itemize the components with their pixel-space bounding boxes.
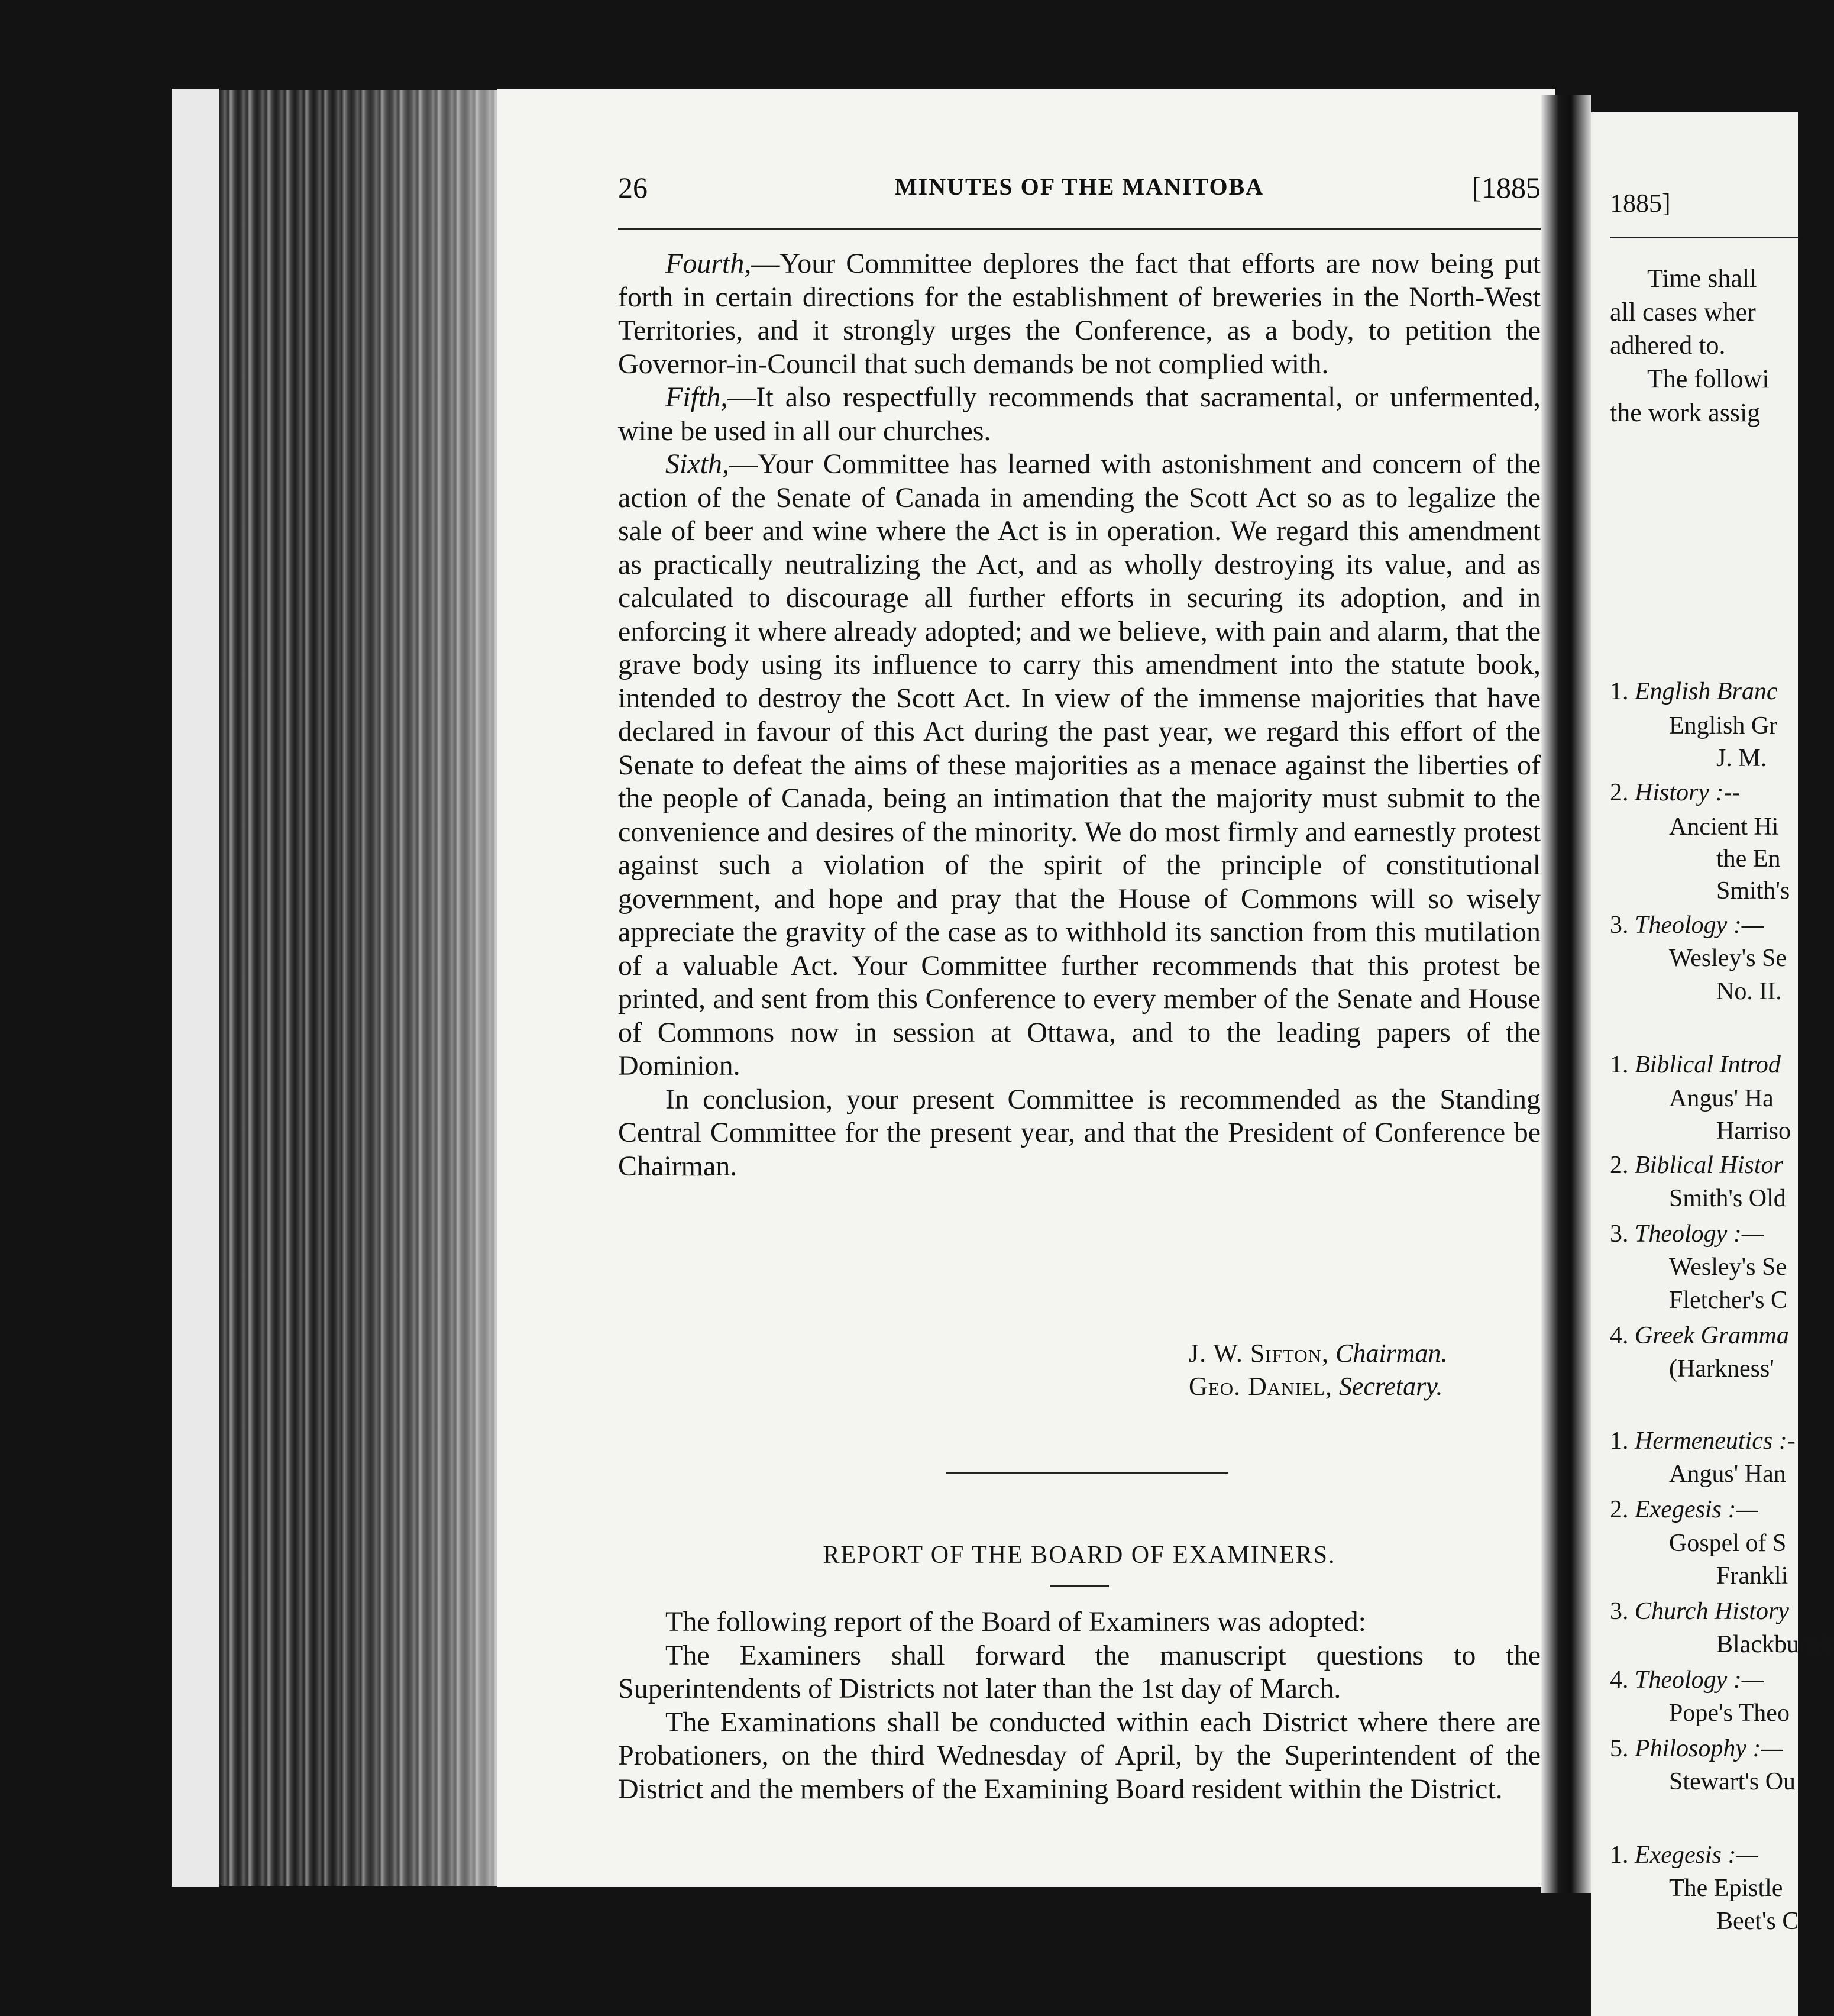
paragraph-conclusion [618,1083,1541,1184]
right-list-line: Wesley's Se [1669,945,1787,972]
right-list-line: 1. Exegesis :— [1610,1841,1758,1869]
board-paragraph: The following report of the Board of Examiners was adopted: [665,1606,1366,1637]
right-list-line: 3. Theology :— [1610,912,1764,939]
paragraph-fifth [618,381,1541,448]
right-list-line: Smith's Old [1669,1185,1786,1212]
right-list-line: Angus' Ha [1669,1085,1774,1112]
running-title: MINUTES OF THE MANITOBA [894,173,1264,200]
board-report-text [618,1605,1541,1806]
paragraph-text: —It also respectfully recommends that sacramental, or unfermented, wine be used in all our churches. [618,382,1541,447]
paragraph-fourth [618,247,1541,381]
paragraph-text: In conclusion, your present Committee is recommended as the Standing Central Committee for the present year, and that the President of Conference be Chairman. [618,1083,1541,1182]
right-list-line: 5. Philosophy :— [1610,1735,1783,1762]
right-list-line: Beet's C [1716,1908,1799,1935]
book-gutter [1541,95,1591,1893]
right-header-rule [1610,237,1799,238]
right-running-year: 1885] [1610,189,1671,218]
right-list-line: Ancient Hi [1669,813,1779,841]
right-list-line: Frankli [1716,1562,1788,1589]
committee-report-text [618,247,1541,1183]
right-list-line: (Harkness' [1669,1355,1774,1382]
right-list-line: 2. Biblical Histor [1610,1152,1783,1179]
page-edge-stack [219,90,497,1886]
section-divider [946,1472,1228,1474]
right-intro-line: all cases wher [1610,298,1756,327]
title-underline [1050,1585,1109,1587]
paragraph-lead: Fourth, [665,248,752,279]
right-list-line: 3. Theology :— [1610,1220,1764,1248]
right-intro-line: adhered to. [1610,331,1726,360]
right-list-line: Blackburn's [1716,1631,1834,1658]
page-number: 26 [618,171,648,204]
right-list-line: Angus' Han [1669,1461,1786,1488]
paragraph-lead: Sixth, [665,448,729,480]
signatory-name: J. W. Sifton, [1189,1339,1330,1368]
signature-secretary [1189,1371,1532,1401]
right-list-line: J. M. [1716,745,1767,772]
right-list-line: No. II. [1716,978,1782,1005]
right-intro-line: Time shall [1647,264,1757,293]
right-list-line: The Epistle [1669,1875,1783,1902]
right-list-line: the En [1716,845,1781,873]
right-list-line: 4. Theology :— [1610,1666,1764,1694]
running-head [618,170,1541,212]
header-rule [618,228,1541,230]
right-list-line: 2. History :-- [1610,779,1741,806]
signatory-role: Secretary. [1338,1372,1443,1401]
board-paragraph: The Examiners shall forward the manuscript questions to the Superintendents of Districts not later than the 1st day of March. [618,1639,1541,1704]
right-list-line: Gospel of S [1669,1530,1787,1557]
running-year: [1885 [1471,171,1541,204]
page-fore-edge [172,89,219,1887]
section-title: REPORT OF THE BOARD OF EXAMINERS. [823,1542,1336,1569]
right-list-line: Fletcher's C [1669,1287,1788,1314]
signatory-name: Geo. Daniel, [1189,1372,1332,1401]
right-list-line: Smith's [1716,877,1790,904]
right-intro-line: The followi [1647,364,1770,393]
signature-chairman [1189,1338,1532,1368]
paragraph-text: —Your Committee has learned with astonishment and concern of the action of the Senate of Canada in amending the Scott Act so as to legalize the sale of beer and wine where the Act is in operation. We regard this amendment as practically neutralizing the Act, and as wholly destroying its value, and as calculated to discourage all further efforts in securing its adoption, and in enforcing it where already adopted; and we believe, with pain and alarm, that the grave body using its influence to carry this amendment into the statute book, intended to destroy the Scott Act. In view of the immense majorities that have declared in favour of this Act during the past year, we regard this effort of the Senate to defeat the aims of these majorities as a menace against the liberties of the people of Canada, being an intimation that the majority must submit to the convenience and desires of the minority. We do most firmly and earnestly protest against such a violation of the spirit of the principle of constitutional government, and hope and pray that the House of Commons will so wisely appreciate the gravity of the case as to withhold its sanction from this mutilation of a valuable Act. Your Committee further recommends that this protest be printed, and sent from this Conference to every member of the Senate and House of Commons now in session at Ottawa, and to the leading papers of the Dominion. [618,448,1541,1081]
right-list-line: Pope's Theo [1669,1700,1790,1727]
right-list-line: 3. Church History [1610,1598,1789,1625]
right-list-line: Wesley's Se [1669,1253,1787,1281]
right-list-line: Stewart's Ou [1669,1768,1796,1795]
paragraph-lead: Fifth, [665,382,728,413]
signatory-role: Chairman. [1335,1339,1448,1368]
right-intro-line: the work assig [1610,398,1761,427]
right-list-line: 1. Biblical Introd [1610,1051,1781,1078]
right-list-line: 1. Hermeneutics :- [1610,1427,1796,1455]
right-list-line: 4. Greek Gramma [1610,1322,1789,1349]
paragraph-text: —Your Committee deplores the fact that efforts are now being put forth in certain directions for the establishment of breweries in the North-West Territories, and it strongly urges the Conference, as a body, to petition the Governor-in-Council that such demands be not complied with. [618,248,1541,380]
right-list-line: Harriso [1716,1117,1791,1145]
paragraph-sixth [618,448,1541,1083]
right-list-line: English Gr [1669,712,1778,739]
right-list-line: 2. Exegesis :— [1610,1496,1758,1523]
right-list-line: 1. English Branc [1610,678,1778,705]
board-paragraph: The Examinations shall be conducted within each District where there are Probationers, on the third Wednesday of April, by the Superintendent of the District and the members of the Examining Board resident within the District. [618,1706,1541,1805]
